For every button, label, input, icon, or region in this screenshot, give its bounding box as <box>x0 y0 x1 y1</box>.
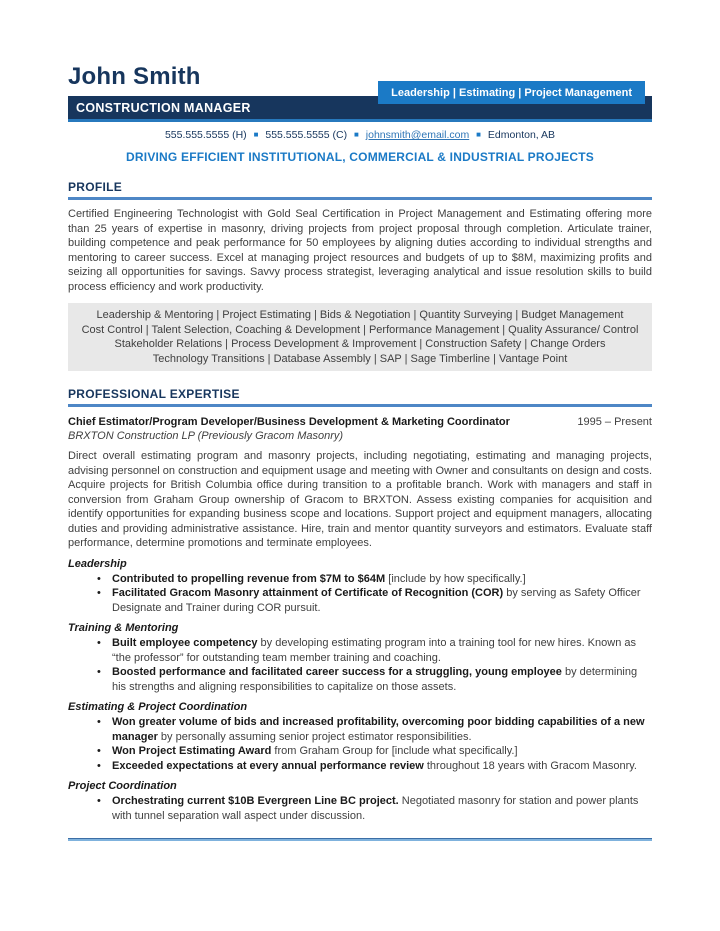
resume-page <box>68 0 652 841</box>
subsection-heading: Project Coordination <box>68 780 177 793</box>
job-dates: 1995 – Present <box>577 416 652 429</box>
company-line: BRXTON Construction LP (Previously Gracom Masonry) <box>68 430 344 443</box>
phone-home: 555.555.5555 (H) <box>164 129 247 141</box>
bullet-list <box>68 794 652 823</box>
subsection-heading: Leadership <box>68 557 127 570</box>
bullet-item: • Built employee competency by developing estimating program into a training tool for new hires. Known as “the professor” for outstanding team member training and coaching. <box>68 636 652 665</box>
skills-line: Technology Transitions | Database Assembly | SAP | Sage Timberline | Vantage Point <box>152 352 568 365</box>
bullet-item: • Exceeded expectations at every annual performance review throughout 18 years with Gracom Masonry. <box>68 759 652 774</box>
bottom-divider <box>68 838 652 841</box>
bullet-item: • Boosted performance and facilitated career success for a struggling, young employee by determining his strengths and aligning responsibilities to capitalize on those assets. <box>68 665 652 694</box>
bullet-list <box>68 715 652 773</box>
page-title: John Smith <box>68 63 201 90</box>
phone-cell: 555.555.5555 (C) <box>265 129 348 141</box>
subsection-heading: Estimating & Project Coordination <box>68 701 248 714</box>
bullet-item: • Facilitated Gracom Masonry attainment of Certificate of Recognition (COR) by serving as Safety Officer Designate and Trainer during COR pursuit. <box>68 586 652 615</box>
separator-square-icon: ■ <box>253 130 259 139</box>
subsection-heading: Training & Mentoring <box>68 622 179 635</box>
section-header-profile: PROFILE <box>68 180 652 200</box>
contact-line <box>68 129 652 141</box>
branding-headline: DRIVING EFFICIENT INSTITUTIONAL, COMMERCIAL & INDUSTRIAL PROJECTS <box>126 150 594 164</box>
bullet-item: • Won greater volume of bids and increased profitability, overcoming poor bidding capabilities of a new manager by personally assuming senior project estimator responsibilities. <box>68 715 652 744</box>
skills-badge: Leadership | Estimating | Project Management <box>378 81 645 104</box>
location: Edmonton, AB <box>487 129 556 141</box>
job-title: Chief Estimator/Program Developer/Business Development & Marketing Coordinator <box>68 416 510 429</box>
experience-sections <box>68 558 652 824</box>
job-title-bar: CONSTRUCTION MANAGER <box>68 96 652 122</box>
skills-line: Leadership & Mentoring | Project Estimating | Bids & Negotiation | Quantity Surveying | Budget Management <box>96 309 624 321</box>
job-summary: Direct overall estimating program and masonry projects, including negotiating, estimating and managing projects, advising personnel on construction and equipment usage and meeting with Owner and consultants on design and costs. Acquire projects for British Columbia office during transition to a profitable branch. Work with managers and staff in conversion from Graham Group ownership of Gracom to BRXTON. Assess existing companies for acquisition and identify opportunities for expanding business scope and locations. Support project and equipment managers, allocating duties and providing administrative assistance. Hire, train and mentor quantity surveyors and estimators. Evaluate staff performance, determine promotions and terminate employees. <box>68 450 652 550</box>
bullet-item: • Contributed to propelling revenue from $7M to $64M [include by how specifically.] <box>68 572 652 587</box>
bullet-item: • Orchestrating current $10B Evergreen Line BC project. Negotiated masonry for station and power plants with tunnel separation wall aspect under discussion. <box>68 794 652 823</box>
skills-line: Cost Control | Talent Selection, Coaching & Development | Performance Management | Quality Assurance/ Control <box>81 323 639 336</box>
skills-line: Stakeholder Relations | Process Development & Improvement | Construction Safety | Change Orders <box>114 338 606 351</box>
bullet-list <box>68 572 652 616</box>
separator-square-icon: ■ <box>476 130 481 139</box>
bullet-list <box>68 636 652 694</box>
job-header-row <box>68 416 652 428</box>
profile-paragraph: Certified Engineering Technologist with Gold Seal Certification in Project Management and Estimating offering more than 25 years of expertise in masonry, driving projects from project proposal through completion. Articulate trainer, building competence and peak performance for 50 employees by aligning duties according to individual strengths and mentoring to career success. Excel at managing project resources and budgets of up to $8M, maximizing profits and seizing all opportunities for savings. Savvy process strategist, leveraging analytical and issue resolution skills to build process efficiency and work productivity. <box>68 208 652 293</box>
section-header-expertise: PROFESSIONAL EXPERTISE <box>68 387 652 407</box>
bullet-item: • Won Project Estimating Award from Graham Group for [include what specifically.] <box>68 744 652 759</box>
separator-square-icon: ■ <box>354 130 359 139</box>
header <box>68 62 652 99</box>
email-link[interactable]: johnsmith@email.com <box>365 129 470 141</box>
skills-box <box>68 303 652 371</box>
